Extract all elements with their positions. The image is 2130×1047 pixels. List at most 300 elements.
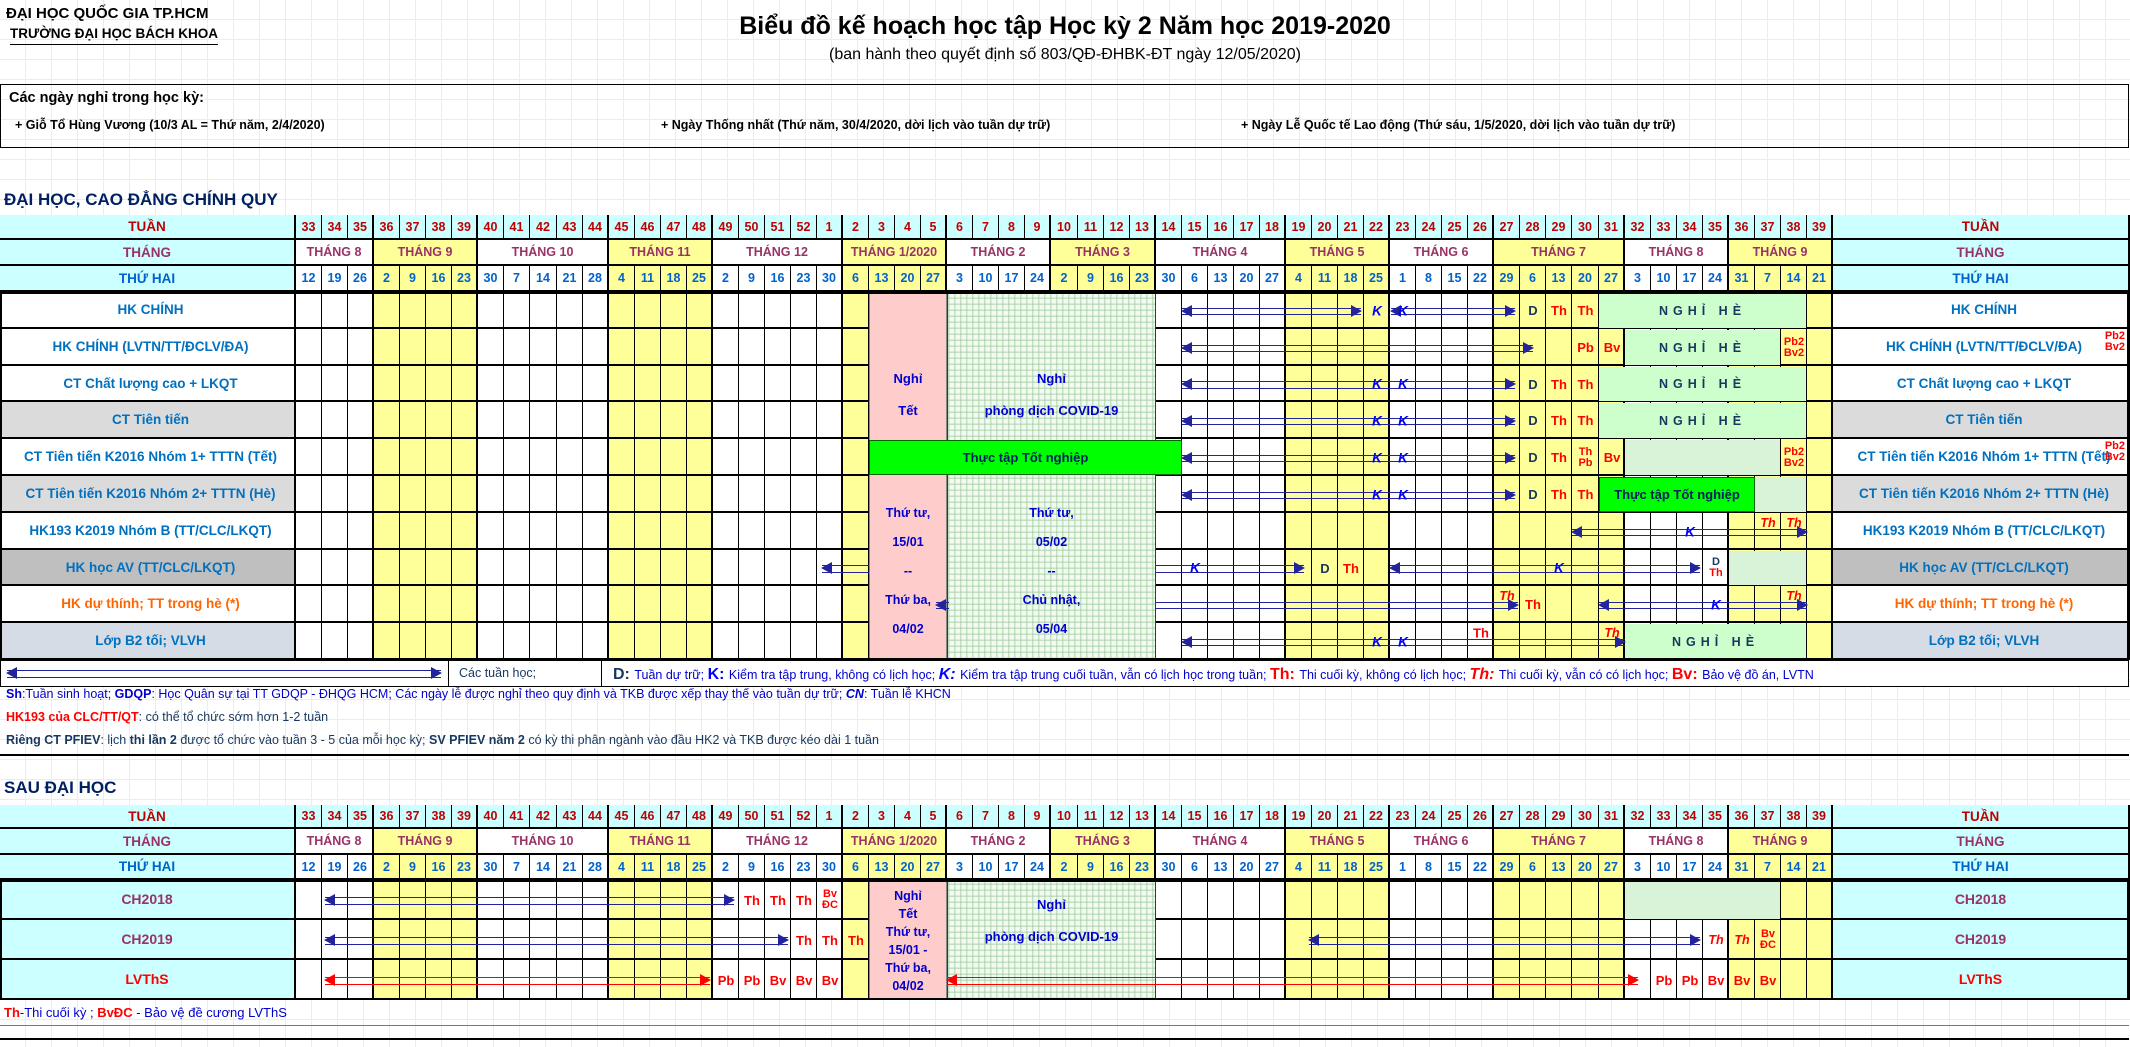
grid-cell[interactable] <box>1156 623 1182 660</box>
monday-date-cell[interactable]: 24 <box>1703 855 1729 880</box>
grid-cell[interactable] <box>1182 920 1208 960</box>
grid-cell[interactable] <box>687 439 713 476</box>
grid-cell[interactable] <box>426 586 452 623</box>
monday-date-cell[interactable]: 6 <box>1520 855 1546 880</box>
month-cell[interactable]: THÁNG 2 <box>947 240 1051 266</box>
grid-cell[interactable] <box>1807 402 1833 439</box>
month-cell[interactable]: THÁNG 9 <box>374 240 478 266</box>
grid-cell[interactable] <box>1364 550 1390 586</box>
grid-cell[interactable] <box>452 586 478 623</box>
week-number-cell[interactable]: 17 <box>1234 805 1260 829</box>
week-number-cell[interactable]: 32 <box>1625 215 1651 240</box>
grid-cell[interactable] <box>687 292 713 329</box>
month-cell[interactable]: THÁNG 11 <box>609 829 713 855</box>
grid-cell[interactable] <box>791 623 817 660</box>
week-number-cell[interactable]: 46 <box>635 215 661 240</box>
grid-cell[interactable] <box>296 586 322 623</box>
grid-cell[interactable] <box>452 439 478 476</box>
week-number-cell[interactable]: 23 <box>1390 215 1416 240</box>
grid-cell[interactable] <box>661 329 687 366</box>
week-number-cell[interactable]: 8 <box>999 805 1025 829</box>
month-cell[interactable]: THÁNG 12 <box>713 829 843 855</box>
week-number-cell[interactable]: 52 <box>791 805 817 829</box>
monday-date-cell[interactable]: 10 <box>1651 266 1677 292</box>
grid-cell[interactable] <box>400 402 426 439</box>
grid-cell[interactable] <box>817 366 843 402</box>
week-number-cell[interactable]: 27 <box>1494 805 1520 829</box>
monday-date-cell[interactable]: 23 <box>791 266 817 292</box>
grid-cell[interactable] <box>739 550 765 586</box>
grid-cell[interactable] <box>609 476 635 513</box>
grid-cell[interactable] <box>843 623 869 660</box>
week-number-cell[interactable]: 33 <box>296 805 322 829</box>
week-number-cell[interactable]: 18 <box>1260 215 1286 240</box>
monday-date-cell[interactable]: 19 <box>322 266 348 292</box>
grid-cell[interactable] <box>687 586 713 623</box>
grid-cell[interactable] <box>504 329 530 366</box>
monday-date-cell[interactable]: 4 <box>1286 266 1312 292</box>
week-number-cell[interactable]: 19 <box>1286 805 1312 829</box>
grid-cell[interactable] <box>609 292 635 329</box>
grid-cell[interactable] <box>1807 880 1833 920</box>
monday-date-cell[interactable]: 21 <box>557 266 583 292</box>
grid-cell[interactable] <box>504 402 530 439</box>
grid-cell[interactable] <box>400 623 426 660</box>
grid-cell[interactable] <box>400 329 426 366</box>
week-number-cell[interactable]: 20 <box>1312 805 1338 829</box>
week-number-cell[interactable]: 22 <box>1364 215 1390 240</box>
grid-cell[interactable] <box>1807 329 1833 366</box>
grid-cell[interactable] <box>426 439 452 476</box>
row-label-right[interactable]: CT Tiên tiến <box>1833 402 2130 439</box>
grid-cell[interactable] <box>687 402 713 439</box>
week-number-cell[interactable]: 4 <box>895 805 921 829</box>
week-number-cell[interactable]: 10 <box>1051 215 1078 240</box>
week-number-cell[interactable]: 51 <box>765 805 791 829</box>
header-label-month-right[interactable]: THÁNG <box>1833 829 2130 855</box>
week-number-cell[interactable]: 14 <box>1156 805 1182 829</box>
month-cell[interactable]: THÁNG 4 <box>1156 240 1286 266</box>
header-label-monday-left[interactable]: THỨ HAI <box>0 266 296 292</box>
header-label-month-left[interactable]: THÁNG <box>0 240 296 266</box>
monday-date-cell[interactable]: 18 <box>661 266 687 292</box>
grid-cell[interactable] <box>609 586 635 623</box>
grid-cell[interactable] <box>765 402 791 439</box>
week-number-cell[interactable]: 36 <box>1729 805 1755 829</box>
week-number-cell[interactable]: 25 <box>1442 215 1468 240</box>
monday-date-cell[interactable]: 23 <box>1130 855 1156 880</box>
grid-cell[interactable] <box>661 402 687 439</box>
week-number-cell[interactable]: 16 <box>1208 805 1234 829</box>
week-number-cell[interactable]: 37 <box>1755 215 1781 240</box>
header-label-month-left[interactable]: THÁNG <box>0 829 296 855</box>
month-cell[interactable]: THÁNG 10 <box>478 829 609 855</box>
grid-cell[interactable] <box>557 586 583 623</box>
grid-cell[interactable] <box>530 366 557 402</box>
month-cell[interactable]: THÁNG 3 <box>1051 240 1156 266</box>
row-label[interactable]: Lớp B2 tối; VLVH <box>0 623 296 660</box>
grid-cell[interactable] <box>374 513 400 550</box>
row-label[interactable]: HK193 K2019 Nhóm B (TT/CLC/LKQT) <box>0 513 296 550</box>
monday-date-cell[interactable]: 22 <box>1468 855 1494 880</box>
summer-break-block[interactable] <box>1729 551 1807 585</box>
month-cell[interactable]: THÁNG 3 <box>1051 829 1156 855</box>
grid-cell[interactable] <box>609 513 635 550</box>
week-number-cell[interactable]: 10 <box>1051 805 1078 829</box>
week-number-cell[interactable]: 7 <box>973 215 999 240</box>
header-label-week-right[interactable]: TUẦN <box>1833 805 2130 829</box>
monday-date-cell[interactable]: 19 <box>322 855 348 880</box>
grid-cell[interactable] <box>374 550 400 586</box>
week-number-cell[interactable]: 28 <box>1520 805 1546 829</box>
monday-date-cell[interactable]: 27 <box>1260 266 1286 292</box>
grid-cell[interactable] <box>739 439 765 476</box>
grid-cell[interactable] <box>635 623 661 660</box>
grid-cell[interactable] <box>1208 920 1234 960</box>
grid-cell[interactable] <box>1520 880 1546 920</box>
monday-date-cell[interactable]: 27 <box>1599 266 1625 292</box>
grid-cell[interactable] <box>661 292 687 329</box>
monday-date-cell[interactable]: 9 <box>1078 855 1104 880</box>
summer-break-block[interactable]: NGHỈ HÈ <box>1625 330 1781 365</box>
monday-date-cell[interactable]: 15 <box>1442 855 1468 880</box>
grid-cell[interactable] <box>817 623 843 660</box>
week-number-cell[interactable]: 42 <box>530 805 557 829</box>
grid-cell[interactable] <box>1416 880 1442 920</box>
monday-date-cell[interactable]: 16 <box>426 855 452 880</box>
monday-date-cell[interactable]: 20 <box>1572 855 1599 880</box>
week-number-cell[interactable]: 39 <box>452 805 478 829</box>
week-number-cell[interactable]: 24 <box>1416 215 1442 240</box>
week-number-cell[interactable]: 38 <box>426 805 452 829</box>
grid-cell[interactable] <box>296 329 322 366</box>
row-label[interactable]: HK dự thính; TT trong hè (*) <box>0 586 296 623</box>
week-number-cell[interactable]: 12 <box>1104 215 1130 240</box>
week-number-cell[interactable]: 5 <box>921 805 947 829</box>
grid-cell[interactable] <box>1781 920 1807 960</box>
week-number-cell[interactable]: 43 <box>557 215 583 240</box>
week-number-cell[interactable]: 3 <box>869 805 895 829</box>
grid-cell[interactable] <box>791 550 817 586</box>
monday-date-cell[interactable]: 12 <box>296 266 322 292</box>
week-number-cell[interactable]: 3 <box>869 215 895 240</box>
grid-cell[interactable] <box>426 623 452 660</box>
grid-cell[interactable] <box>791 329 817 366</box>
monday-date-cell[interactable]: 6 <box>1520 266 1546 292</box>
monday-date-cell[interactable]: 2 <box>1051 855 1078 880</box>
row-label[interactable]: CT Tiên tiến <box>0 402 296 439</box>
monday-date-cell[interactable]: 20 <box>895 266 921 292</box>
grid-cell[interactable] <box>322 586 348 623</box>
grid-cell[interactable] <box>583 623 609 660</box>
grid-cell[interactable] <box>1807 366 1833 402</box>
row-label[interactable]: HK CHÍNH <box>0 292 296 329</box>
grid-cell[interactable] <box>530 329 557 366</box>
week-number-cell[interactable]: 48 <box>687 215 713 240</box>
grid-cell[interactable] <box>1182 880 1208 920</box>
monday-date-cell[interactable]: 2 <box>713 855 739 880</box>
grid-cell[interactable] <box>478 623 504 660</box>
grid-cell[interactable] <box>1494 880 1520 920</box>
grid-cell[interactable] <box>791 513 817 550</box>
monday-date-cell[interactable]: 30 <box>478 266 504 292</box>
week-number-cell[interactable]: 48 <box>687 805 713 829</box>
row-label-right[interactable]: HK học AV (TT/CLC/LKQT) <box>1833 550 2130 586</box>
grid-cell[interactable] <box>817 513 843 550</box>
grid-cell[interactable] <box>426 476 452 513</box>
grid-cell[interactable] <box>1156 402 1182 439</box>
grid-cell[interactable] <box>635 550 661 586</box>
grid-cell[interactable] <box>1156 920 1182 960</box>
grid-cell[interactable] <box>296 920 322 960</box>
grid-cell[interactable] <box>478 439 504 476</box>
grid-cell[interactable] <box>1156 476 1182 513</box>
row-label[interactable]: CH2018 <box>0 880 296 920</box>
grid-cell[interactable] <box>1807 586 1833 623</box>
grid-cell[interactable] <box>530 513 557 550</box>
monday-date-cell[interactable]: 3 <box>1625 266 1651 292</box>
week-number-cell[interactable]: 34 <box>1677 805 1703 829</box>
grid-cell[interactable] <box>374 476 400 513</box>
grid-cell[interactable] <box>530 550 557 586</box>
grid-cell[interactable] <box>739 586 765 623</box>
week-number-cell[interactable]: 45 <box>609 805 635 829</box>
grid-cell[interactable] <box>1520 513 1546 550</box>
monday-date-cell[interactable]: 30 <box>817 266 843 292</box>
grid-cell[interactable] <box>374 402 400 439</box>
week-number-cell[interactable]: 24 <box>1416 805 1442 829</box>
monday-date-cell[interactable]: 6 <box>1182 855 1208 880</box>
monday-date-cell[interactable]: 17 <box>999 266 1025 292</box>
monday-date-cell[interactable]: 16 <box>1104 855 1130 880</box>
grid-cell[interactable] <box>1781 880 1807 920</box>
monday-date-cell[interactable]: 3 <box>947 855 973 880</box>
grid-cell[interactable] <box>661 439 687 476</box>
grid-cell[interactable] <box>687 550 713 586</box>
grid-cell[interactable] <box>739 476 765 513</box>
month-cell[interactable]: THÁNG 6 <box>1390 240 1494 266</box>
monday-date-cell[interactable]: 13 <box>1546 855 1572 880</box>
grid-cell[interactable] <box>739 292 765 329</box>
week-number-cell[interactable]: 2 <box>843 215 869 240</box>
month-cell[interactable]: THÁNG 9 <box>1729 240 1833 266</box>
grid-cell[interactable] <box>1390 880 1416 920</box>
grid-cell[interactable] <box>765 292 791 329</box>
week-number-cell[interactable]: 5 <box>921 215 947 240</box>
monday-date-cell[interactable]: 7 <box>504 855 530 880</box>
monday-date-cell[interactable]: 23 <box>452 266 478 292</box>
grid-cell[interactable] <box>374 586 400 623</box>
week-number-cell[interactable]: 41 <box>504 215 530 240</box>
week-number-cell[interactable]: 27 <box>1494 215 1520 240</box>
grid-cell[interactable] <box>765 623 791 660</box>
grid-cell[interactable] <box>843 366 869 402</box>
grid-cell[interactable] <box>478 586 504 623</box>
monday-date-cell[interactable]: 27 <box>921 266 947 292</box>
month-cell[interactable]: THÁNG 2 <box>947 829 1051 855</box>
grid-cell[interactable] <box>817 292 843 329</box>
grid-cell[interactable] <box>765 366 791 402</box>
monday-date-cell[interactable]: 13 <box>1208 855 1234 880</box>
monday-date-cell[interactable]: 9 <box>400 266 426 292</box>
grid-cell[interactable] <box>452 402 478 439</box>
monday-date-cell[interactable]: 23 <box>791 855 817 880</box>
grid-cell[interactable] <box>687 476 713 513</box>
header-label-monday-right[interactable]: THỨ HAI <box>1833 266 2130 292</box>
grid-cell[interactable] <box>478 402 504 439</box>
grid-cell[interactable] <box>557 366 583 402</box>
grid-cell[interactable] <box>530 476 557 513</box>
grid-cell[interactable] <box>557 292 583 329</box>
week-number-cell[interactable]: 17 <box>1234 215 1260 240</box>
week-number-cell[interactable]: 35 <box>1703 805 1729 829</box>
grid-cell[interactable] <box>296 366 322 402</box>
month-cell[interactable]: THÁNG 10 <box>478 240 609 266</box>
grid-cell[interactable] <box>1807 960 1833 1000</box>
grid-cell[interactable] <box>713 550 739 586</box>
header-label-week-left[interactable]: TUẦN <box>0 215 296 240</box>
monday-date-cell[interactable]: 15 <box>1442 266 1468 292</box>
week-number-cell[interactable]: 39 <box>1807 805 1833 829</box>
grid-cell[interactable] <box>817 329 843 366</box>
grid-cell[interactable] <box>1182 513 1208 550</box>
week-number-cell[interactable]: 44 <box>583 805 609 829</box>
grid-cell[interactable] <box>557 513 583 550</box>
week-number-cell[interactable]: 13 <box>1130 805 1156 829</box>
week-number-cell[interactable]: 30 <box>1572 215 1599 240</box>
grid-cell[interactable] <box>322 402 348 439</box>
monday-date-cell[interactable]: 4 <box>609 855 635 880</box>
monday-date-cell[interactable]: 13 <box>1546 266 1572 292</box>
grid-cell[interactable] <box>426 366 452 402</box>
monday-date-cell[interactable]: 27 <box>1599 855 1625 880</box>
monday-date-cell[interactable]: 26 <box>348 855 374 880</box>
grid-cell[interactable] <box>843 402 869 439</box>
grid-cell[interactable] <box>452 366 478 402</box>
grid-cell[interactable] <box>504 550 530 586</box>
grid-cell[interactable] <box>1260 513 1286 550</box>
monday-date-cell[interactable]: 17 <box>1677 266 1703 292</box>
monday-date-cell[interactable]: 11 <box>635 266 661 292</box>
grid-cell[interactable] <box>1156 292 1182 329</box>
monday-date-cell[interactable]: 2 <box>1051 266 1078 292</box>
grid-cell[interactable] <box>765 329 791 366</box>
week-number-cell[interactable]: 36 <box>374 215 400 240</box>
week-number-cell[interactable]: 13 <box>1130 215 1156 240</box>
grid-cell[interactable] <box>843 439 869 476</box>
week-number-cell[interactable]: 8 <box>999 215 1025 240</box>
grid-cell[interactable] <box>504 513 530 550</box>
month-cell[interactable]: THÁNG 6 <box>1390 829 1494 855</box>
week-number-cell[interactable]: 34 <box>1677 215 1703 240</box>
grid-cell[interactable] <box>1208 513 1234 550</box>
grid-cell[interactable] <box>661 623 687 660</box>
row-label-right[interactable]: HK dự thính; TT trong hè (*) <box>1833 586 2130 623</box>
grid-cell[interactable] <box>400 550 426 586</box>
week-number-cell[interactable]: 2 <box>843 805 869 829</box>
grid-cell[interactable] <box>557 623 583 660</box>
month-cell[interactable]: THÁNG 4 <box>1156 829 1286 855</box>
grid-cell[interactable] <box>1156 366 1182 402</box>
grid-cell[interactable] <box>1442 513 1468 550</box>
grid-cell[interactable] <box>296 476 322 513</box>
grid-cell[interactable] <box>1807 920 1833 960</box>
grid-cell[interactable] <box>426 292 452 329</box>
grid-cell[interactable] <box>296 513 322 550</box>
week-number-cell[interactable]: 31 <box>1599 215 1625 240</box>
grid-cell[interactable] <box>452 623 478 660</box>
monday-date-cell[interactable]: 20 <box>1572 266 1599 292</box>
week-number-cell[interactable]: 50 <box>739 805 765 829</box>
covid-closure-overlay[interactable] <box>947 292 1156 660</box>
grid-cell[interactable] <box>296 960 322 1000</box>
week-number-cell[interactable]: 36 <box>1729 215 1755 240</box>
grid-cell[interactable] <box>583 513 609 550</box>
grid-cell[interactable] <box>791 366 817 402</box>
monday-date-cell[interactable]: 16 <box>765 266 791 292</box>
grid-cell[interactable] <box>1494 513 1520 550</box>
week-number-cell[interactable]: 29 <box>1546 215 1572 240</box>
grid-cell[interactable] <box>400 476 426 513</box>
grid-cell[interactable] <box>661 513 687 550</box>
week-number-cell[interactable]: 37 <box>400 215 426 240</box>
summer-break-block[interactable] <box>1625 440 1781 475</box>
monday-date-cell[interactable]: 1 <box>1390 855 1416 880</box>
monday-date-cell[interactable]: 8 <box>1416 266 1442 292</box>
grid-cell[interactable] <box>687 623 713 660</box>
week-number-cell[interactable]: 11 <box>1078 215 1104 240</box>
grid-cell[interactable] <box>635 329 661 366</box>
row-label-right[interactable]: CH2018 <box>1833 880 2130 920</box>
monday-date-cell[interactable]: 8 <box>1416 855 1442 880</box>
grid-cell[interactable] <box>296 550 322 586</box>
month-cell[interactable]: THÁNG 1/2020 <box>843 240 947 266</box>
grid-cell[interactable] <box>635 439 661 476</box>
row-label-right[interactable]: CT Chất lượng cao + LKQT <box>1833 366 2130 402</box>
grid-cell[interactable] <box>583 476 609 513</box>
monday-date-cell[interactable]: 7 <box>1755 266 1781 292</box>
grid-cell[interactable] <box>1807 439 1833 476</box>
grid-cell[interactable] <box>739 366 765 402</box>
monday-date-cell[interactable]: 28 <box>583 855 609 880</box>
monday-date-cell[interactable]: 26 <box>348 266 374 292</box>
monday-date-cell[interactable]: 12 <box>296 855 322 880</box>
grid-cell[interactable] <box>739 402 765 439</box>
month-cell[interactable]: THÁNG 7 <box>1494 829 1625 855</box>
grid-cell[interactable] <box>557 402 583 439</box>
row-label-right[interactable]: HK193 K2019 Nhóm B (TT/CLC/LKQT) <box>1833 513 2130 550</box>
monday-date-cell[interactable]: 20 <box>1234 266 1260 292</box>
monday-date-cell[interactable]: 31 <box>1729 266 1755 292</box>
grid-cell[interactable] <box>557 329 583 366</box>
grid-cell[interactable] <box>322 292 348 329</box>
grid-cell[interactable] <box>1546 329 1572 366</box>
monday-date-cell[interactable]: 6 <box>1182 266 1208 292</box>
week-number-cell[interactable]: 40 <box>478 215 504 240</box>
week-number-cell[interactable]: 38 <box>426 215 452 240</box>
row-label[interactable]: HK học AV (TT/CLC/LKQT) <box>0 550 296 586</box>
week-number-cell[interactable]: 21 <box>1338 805 1364 829</box>
monday-date-cell[interactable]: 14 <box>530 266 557 292</box>
grid-cell[interactable] <box>504 586 530 623</box>
week-number-cell[interactable]: 37 <box>1755 805 1781 829</box>
grid-cell[interactable] <box>609 402 635 439</box>
grid-cell[interactable] <box>791 476 817 513</box>
grid-cell[interactable] <box>583 329 609 366</box>
grid-cell[interactable] <box>1390 513 1416 550</box>
grid-cell[interactable] <box>296 402 322 439</box>
monday-date-cell[interactable]: 20 <box>1234 855 1260 880</box>
